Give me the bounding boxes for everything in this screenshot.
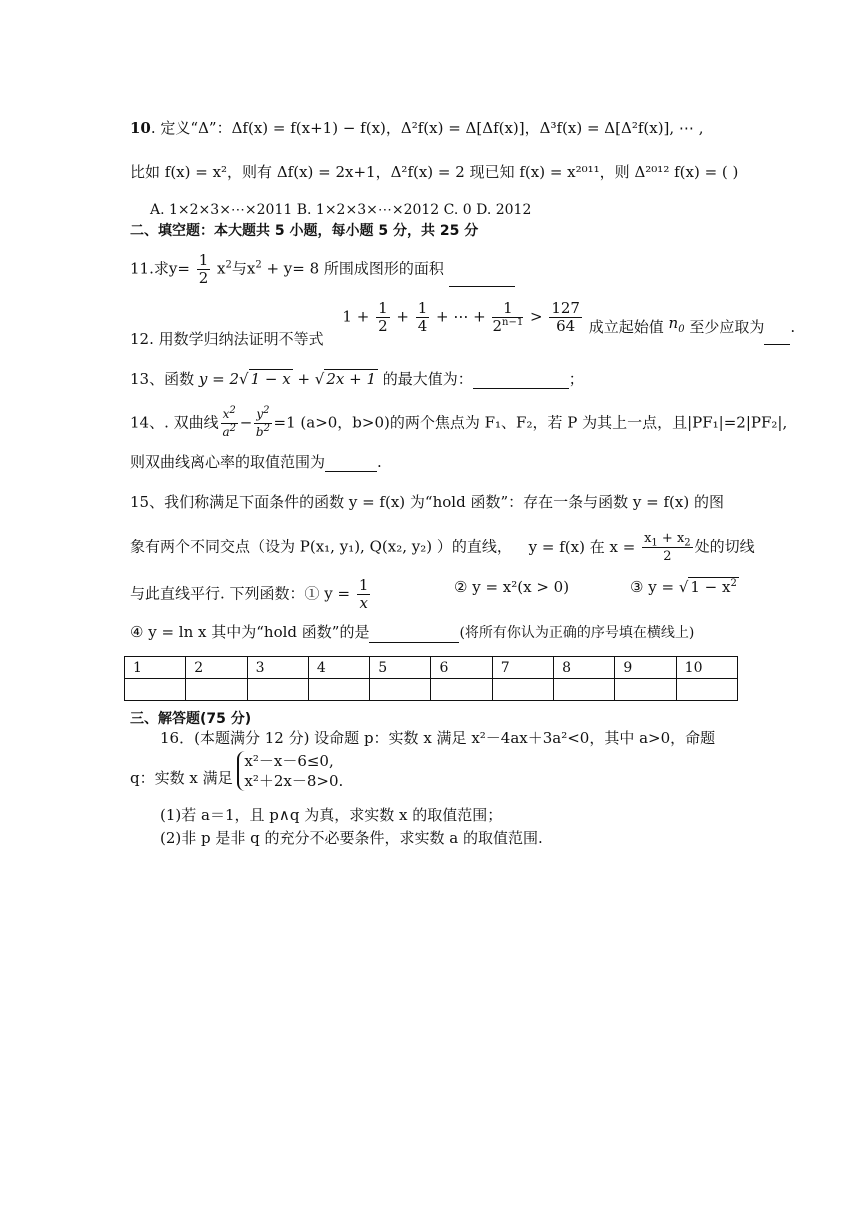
q16-line2 <box>130 751 343 791</box>
answer-cell[interactable] <box>308 679 369 701</box>
q12-inequality: 1 + $\frac{1}{2}$ + $\frac{1}{4}$ + ⋯ + $\frac{1}{2^{n-1}}$ > $\frac{127}{64}$ <box>342 299 580 335</box>
answer-table-header: 8 <box>554 657 615 679</box>
q12-answer-blank[interactable] <box>764 324 790 345</box>
q11-text-d: + y= 8 所围成图形的面积 <box>261 259 444 278</box>
q12-line: 12. 用数学归纳法证明不等式 1 + $\frac{1}{2}$ + $\frac{1}{4}$ + ⋯ + $\frac{1}{2^{n-1}}$ > $\frac{127}{64}$ 成立起始值 $n_0$ 至少应取为 . <box>130 299 796 348</box>
answer-table-header: 6 <box>431 657 492 679</box>
q16-system <box>237 751 343 791</box>
q10-options <box>150 200 531 220</box>
q15-line4-a: ④ y = ln x 其中为“hold 函数”的是 <box>130 623 370 641</box>
answer-table-input-row <box>125 679 738 701</box>
answer-cell[interactable] <box>370 679 431 701</box>
q11-text-c: 与x <box>231 259 256 278</box>
answer-table-header: 4 <box>308 657 369 679</box>
q15-line2-a: 象有两个不同交点（设为 P(x₁, y₁), Q(x₂, y₂) ）的直线， <box>130 537 512 556</box>
q15-line3-c: ③ y = <box>630 578 675 596</box>
q10-line2 <box>130 162 738 182</box>
answer-cell[interactable] <box>431 679 492 701</box>
q10-example-text: 比如 f(x) = x²，则有 Δf(x) = 2x+1，Δ²f(x) = 2 现已知 f(x) = x²⁰¹¹，则 Δ²⁰¹² f(x) = ( ) <box>130 163 739 181</box>
answer-table-header: 5 <box>370 657 431 679</box>
q15-line4-b: (将所有你认为正确的序号填在横线上) <box>459 625 695 641</box>
answer-cell[interactable] <box>676 679 737 701</box>
answer-cell[interactable] <box>554 679 615 701</box>
answer-table <box>124 656 738 701</box>
q10-options-text: A. 1×2×3×⋯×2011 B. 1×2×3×⋯×2012 C. 0 D. 2012 <box>150 202 532 218</box>
answer-cell[interactable] <box>492 679 553 701</box>
q16-part1 <box>160 805 502 825</box>
q16-system-row2: x²＋2x－8>0. <box>244 772 344 790</box>
q10-number: 10 <box>130 119 151 137</box>
q15-line1-text: 15、我们称满足下面条件的函数 y = f(x) 为“hold 函数”：存在一条与函数 y = f(x) 的图 <box>130 493 724 511</box>
answer-table-header: 2 <box>186 657 247 679</box>
q12-rhs-denominator: 64 <box>556 317 576 335</box>
section2-heading-text: 二、填空题：本大题共 5 小题，每小题 5 分，共 25 分 <box>130 223 479 239</box>
q15-line1 <box>130 492 724 512</box>
q16-part1-text: (1)若 a＝1，且 p∧q 为真，求实数 x 的取值范围； <box>160 806 503 824</box>
q13-function: y = 2√ 1 − x + √ 2x + 1 <box>198 370 376 388</box>
q15-answer-blank[interactable] <box>369 622 459 643</box>
q14-answer-blank[interactable] <box>325 451 377 472</box>
q12-text-a: 12. 用数学归纳法证明不等式 <box>130 329 324 348</box>
section2-heading <box>130 221 478 241</box>
q14-text-b: =1 (a>0，b>0)的两个焦点为 F₁、F₂，若 P 为其上一点，且|PF₁|=2|PF₂|, <box>273 413 788 432</box>
answer-table-header: 9 <box>615 657 676 679</box>
q12-rhs-numerator: 127 <box>551 299 580 317</box>
q13-text-b: 的最大值为： <box>382 370 473 388</box>
section3-heading <box>130 709 251 729</box>
answer-table-header-row <box>125 657 738 679</box>
q16-line1 <box>160 728 715 748</box>
answer-cell[interactable] <box>615 679 676 701</box>
answer-cell[interactable] <box>247 679 308 701</box>
q11-answer-blank[interactable] <box>449 266 515 287</box>
q14-line2-text: 则双曲线离心率的取值范围为 <box>130 453 326 471</box>
q13-line <box>130 368 584 389</box>
q16-part2-text: (2)非 p 是非 q 的充分不必要条件，求实数 a 的取值范围. <box>160 829 543 847</box>
q14-line1: 14、. 双曲线 $\frac{x^2}{a^2}$ − $\frac{y^2}{b^2}$ =1 (a>0，b>0)的两个焦点为 F₁、F₂，若 P 为其上一点，且|PF₁|=2|PF₂|, <box>130 405 788 439</box>
answer-cell[interactable] <box>125 679 186 701</box>
q15-line3-b: ② y = x²(x > 0) <box>454 578 570 596</box>
q11-text-b: x <box>217 259 226 278</box>
q16-line1-text: 16．(本题满分 12 分) 设命题 p：实数 x 满足 x²－4ax＋3a²<0，其中 a>0，命题 <box>160 729 716 747</box>
q13-text-a: 13、函数 <box>130 370 195 388</box>
q16-system-row1: x²－x－6≤0, <box>244 752 334 770</box>
q15-line2-c: 处的切线 <box>694 537 755 556</box>
q15-line3-a: 与此直线平行. 下列函数：① y = <box>130 584 351 603</box>
q13-text-c: ； <box>568 370 584 388</box>
answer-table-header: 1 <box>125 657 186 679</box>
q15-line2: 象有两个不同交点（设为 P(x₁, y₁), Q(x₂, y₂) ）的直线， y = f(x) 在 x = $\frac{x_1 + x_2}{2}$ 处的切线 <box>130 531 755 564</box>
q11-fraction-half: $\frac{1}{2}$ <box>198 251 209 287</box>
answer-table-header: 10 <box>676 657 737 679</box>
answer-table-header: 3 <box>247 657 308 679</box>
answer-cell[interactable] <box>186 679 247 701</box>
q16-line2-a: q：实数 x 满足 <box>130 769 233 787</box>
q15-line4 <box>130 622 694 643</box>
q13-answer-blank[interactable] <box>473 368 569 389</box>
q12-text-b: 成立起始值 <box>588 317 664 336</box>
q16-part2 <box>160 828 543 848</box>
q12-text-c: 至少应取为 <box>689 317 765 336</box>
section3-heading-text: 三、解答题(75 分) <box>130 711 252 727</box>
q14-line2: 则双曲线离心率的取值范围为 . <box>130 453 382 471</box>
answer-table-header: 7 <box>492 657 553 679</box>
q11-text-a: 11.求y= <box>130 259 190 278</box>
q15-line3: 与此直线平行. 下列函数：① y = $\frac{1}{x}$ ② y = x²(x > 0) ③ y = √ $1 - x^2$ <box>130 576 737 612</box>
q15-line2-b: y = f(x) 在 x = <box>528 537 636 556</box>
q10-line1 <box>130 118 703 138</box>
q10-definition-text: . 定义“Δ”：Δf(x) = f(x+1) − f(x)，Δ²f(x) = Δ[Δf(x)]，Δ³f(x) = Δ[Δ²f(x)], ⋯ , <box>150 119 704 137</box>
q14-text-a: 14、. 双曲线 <box>130 413 219 432</box>
q11-line: 11.求y= $\frac{1}{2}$ $x^2$与$x^2 + y= 8$ 所围成图形的面积 <box>130 252 515 287</box>
